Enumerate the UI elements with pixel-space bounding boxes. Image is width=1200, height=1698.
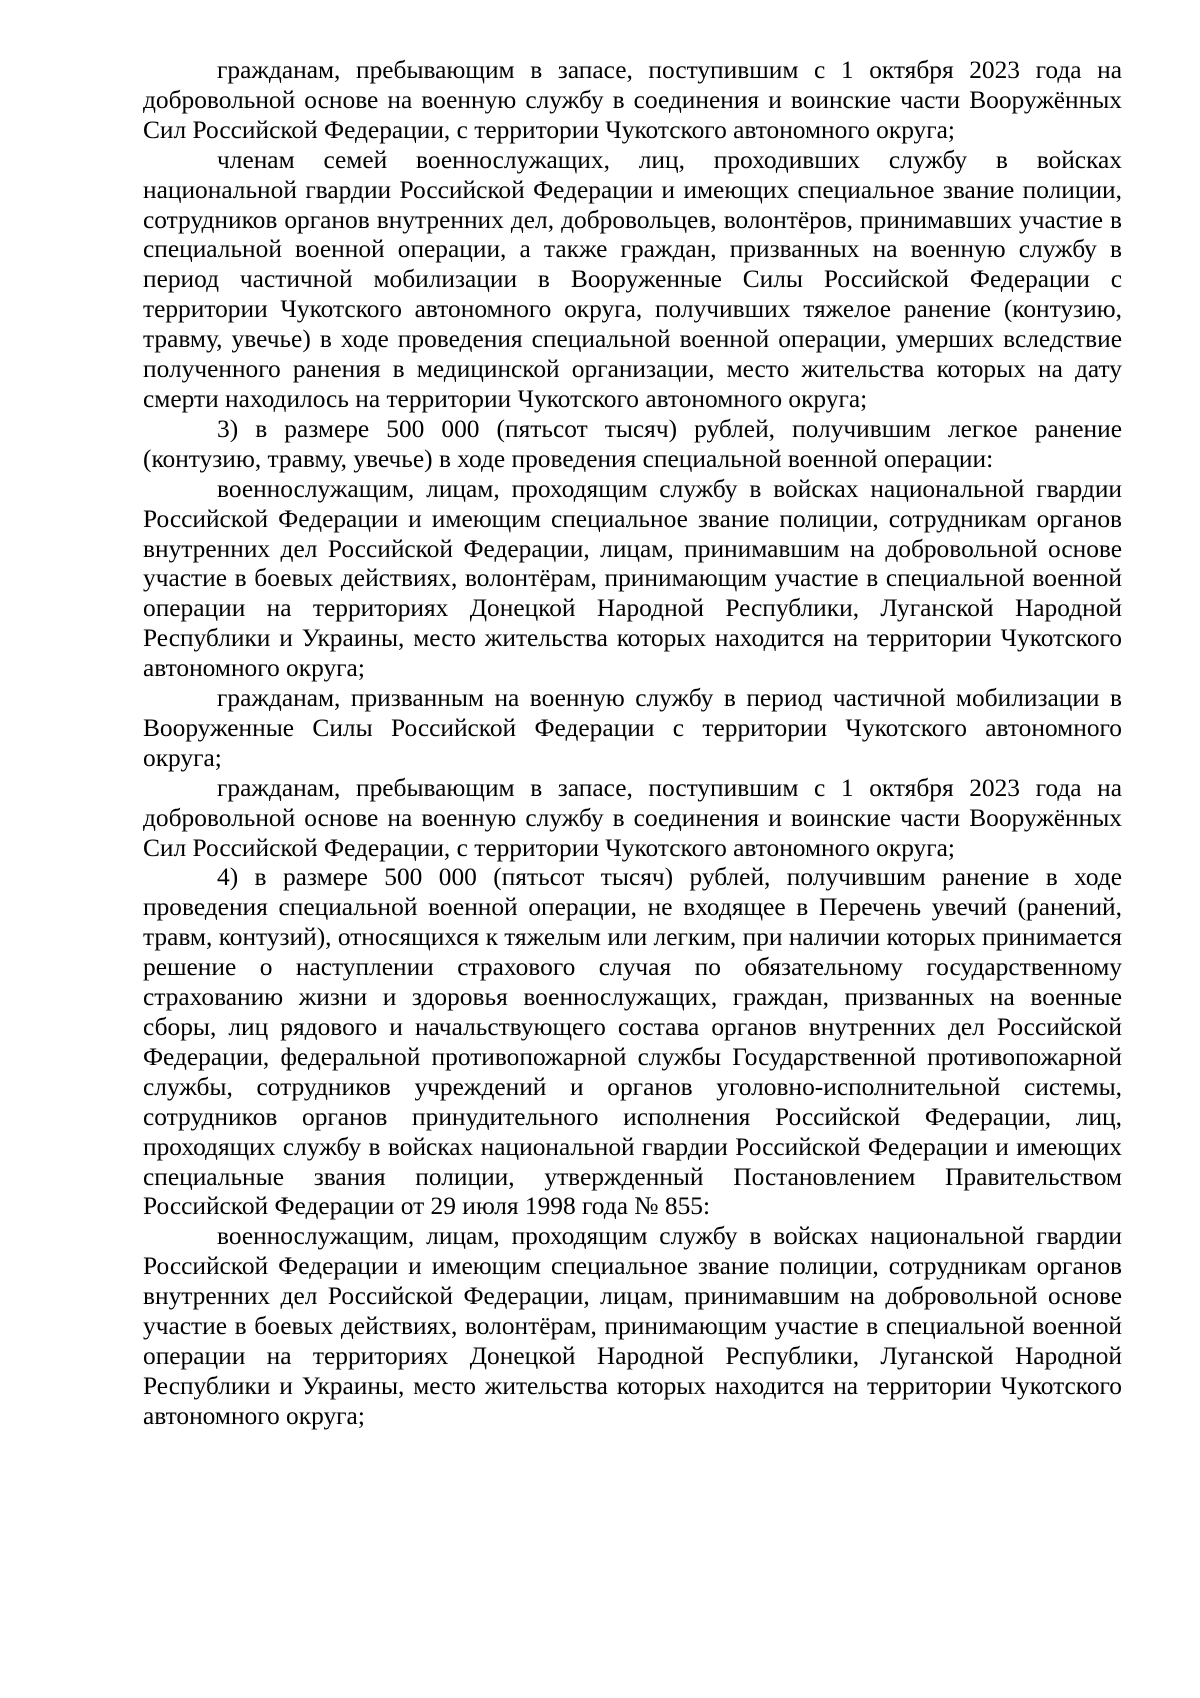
paragraph-reservists-volunteer-service-2: гражданам, пребывающим в запасе, поступившим с 1 октября 2023 года на добровольной основе на военную службу в соединения и воинские части Вооружённых Сил Российской Федерации, с территории Чукотского автономного округа; xyxy=(143,773,1122,862)
paragraph-family-members-deceased: членам семей военнослужащих, лиц, проходивших службу в войсках национальной гвардии Российской Федерации и имеющих специальное звание полиции, сотрудников органов внутренних дел, добровольцев, волонтёров, принимавших участие в специальной военной операции, а также граждан, призванных на военную службу в период частичной мобилизации в Вооруженные Силы Российской Федерации с территории Чукотского автономного округа, получивших тяжелое ранение (контузию, травму, увечье) в ходе проведения специальной военной операции, умерших вследствие полученного ранения в медицинской организации, место жительства которых на дату смерти находилось на территории Чукотского автономного округа; xyxy=(143,145,1122,413)
paragraph-mobilized-citizens: гражданам, призванным на военную службу в период частичной мобилизации в Вооруженные Силы Российской Федерации с территории Чукотского автономного округа; xyxy=(143,684,1122,772)
paragraph-item-4-other-wound: 4) в размере 500 000 (пятьсот тысяч) рублей, получившим ранение в ходе проведения специальной военной операции, не входящее в Перечень увечий (ранений, травм, контузий), относящихся к тяжелым или легким, при наличии которых принимается решение о наступлении страхового случая по обязательному государственному страхованию жизни и здоровья военнослужащих, граждан, призванных на военные сборы, лиц рядового и начальствующего состава органов внутренних дел Российской Федерации, федеральной противопожарной службы Государственной противопожарной службы, сотрудников учреждений и органов уголовно-исполнительной системы, сотрудников органов принудительного исполнения Российской Федерации, лиц, проходящих службу в войсках национальной гвардии Российской Федерации и имеющих специальные звания полиции, утвержденный Постановлением Правительством Российской Федерации от 29 июля 1998 года № 855: xyxy=(143,863,1122,1221)
paragraph-item-3-light-wound: 3) в размере 500 000 (пятьсот тысяч) рублей, получившим легкое ранение (контузию, травму, увечье) в ходе проведения специальной военной операции: xyxy=(143,414,1122,473)
paragraph-servicemen-other-wound: военнослужащим, лицам, проходящим службу в войсках национальной гвардии Российской Федерации и имеющим специальное звание полиции, сотрудникам органов внутренних дел Российской Федерации, лицам, принимавшим на добровольной основе участие в боевых действиях, волонтёрам, принимающим участие в специальной военной операции на территориях Донецкой Народной Республики, Луганской Народной Республики и Украины, место жительства которых находится на территории Чукотского автономного округа; xyxy=(143,1222,1122,1430)
document-page xyxy=(143,56,1122,1432)
paragraph-servicemen-light-wound: военнослужащим, лицам, проходящим службу в войсках национальной гвардии Российской Федерации и имеющим специальное звание полиции, сотрудникам органов внутренних дел Российской Федерации, лицам, принимавшим на добровольной основе участие в боевых действиях, волонтёрам, принимающим участие в специальной военной операции на территориях Донецкой Народной Республики, Луганской Народной Республики и Украины, место жительства которых находится на территории Чукотского автономного округа; xyxy=(143,474,1122,683)
paragraph-reservists-volunteer-service: гражданам, пребывающим в запасе, поступившим с 1 октября 2023 года на добровольной основе на военную службу в соединения и воинские части Вооружённых Сил Российской Федерации, с территории Чукотского автономного округа; xyxy=(143,56,1122,144)
